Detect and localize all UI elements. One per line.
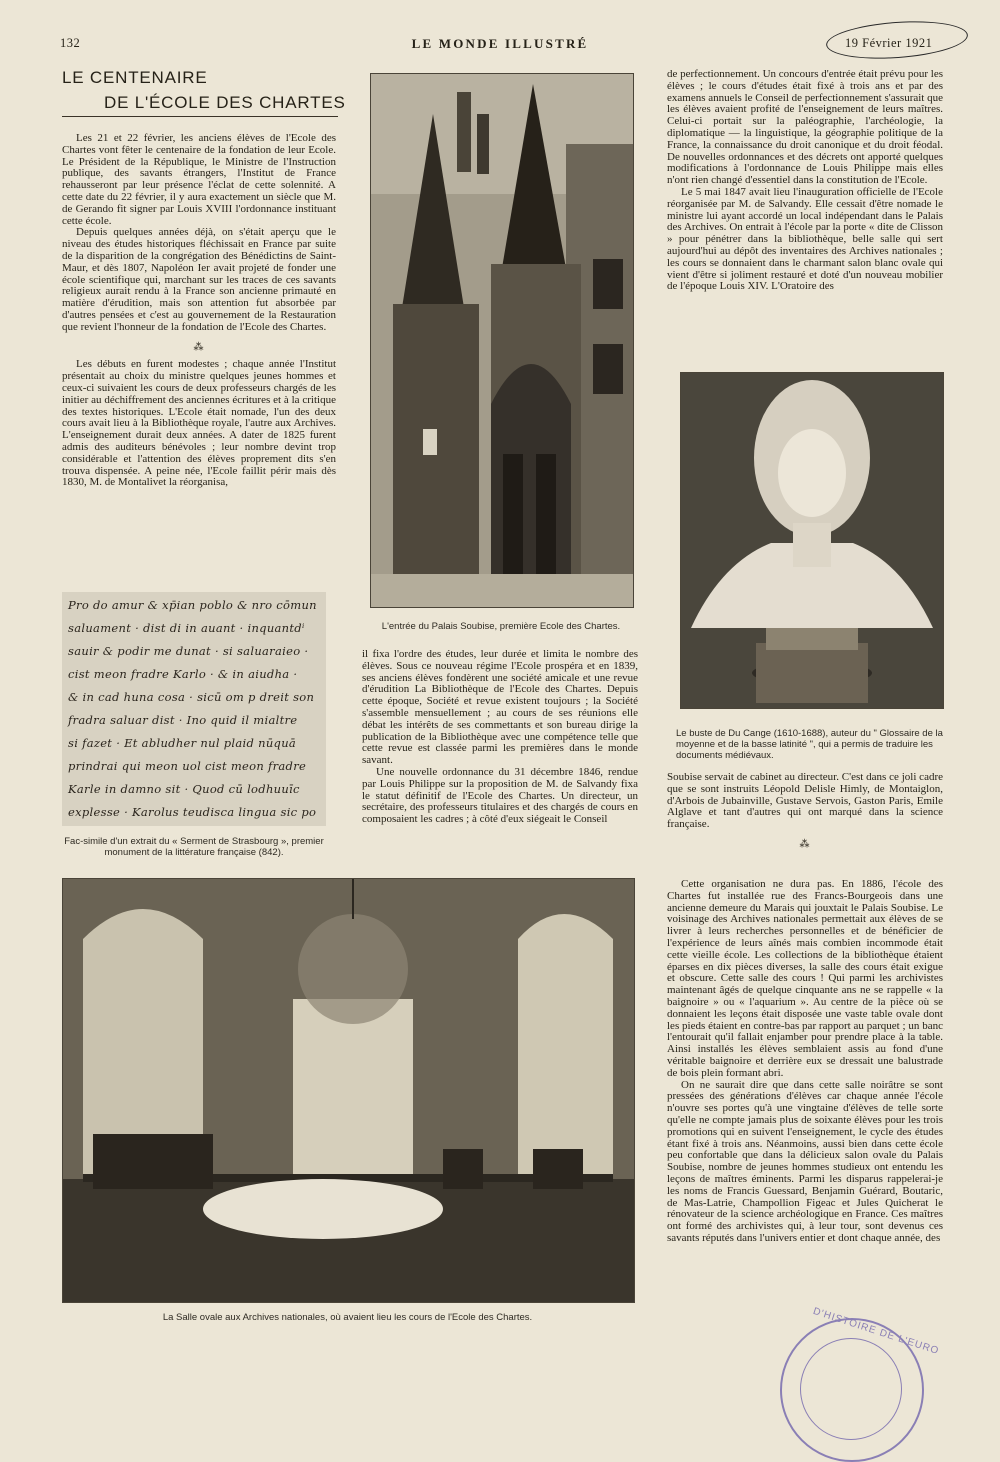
manuscript-caption: Fac-simile d'un extrait du « Serment de Strasbourg », premier monument de la littérature française (842). [64, 836, 324, 858]
section-stars: ⁂ [799, 838, 811, 850]
manuscript-line: si fazet · Et abludher nul plaid nūquā [68, 736, 297, 750]
manuscript-line: Pro do amur & xp̄ian poblo & nro cōmun [68, 598, 317, 612]
library-stamp-text: D'HISTOIRE DE L'EURO [811, 1305, 941, 1358]
masthead: LE MONDE ILLUSTRÉ [411, 36, 589, 51]
paragraph: Une nouvelle ordonnance du 31 décembre 1846, rendue par Louis Philippe sur la proposition de M. de Salvandy fixa le statut définitif de l'Ecole des Chartes. Un directeur, un secrétaire, des professeurs titulaires et des chargés de cours en composaient les cadres ; à côté d'eux siégeait le Conseil [362, 765, 638, 826]
column-3-bottom [667, 879, 943, 1245]
salle-ovale-illustration [63, 879, 634, 1302]
paragraph: il fixa l'ordre des études, leur durée et limita le nombre des élèves. Sous ce nouveau régime l'Ecole prospéra et en 1839, ses anciens élèves fondèrent une société amicale et une revue d'érudition La Bibliothèque de l'Ecole des Chartes. Depuis cette époque, Société et revue existent toujours ; la Société s'assemble mensuellement ; au cours de ses réunions elle débat les intérêts de ses commettants et son bureau dirige la publication de la Bibliothèque avec une compétence telle que cette revue est classée parmi les premières dans le monde savant. [362, 648, 638, 767]
manuscript-line: fradra saluar dist · Ino quid il mialtre [68, 713, 298, 727]
palais-caption: L'entrée du Palais Soubise, première Ecole des Chartes. [381, 621, 621, 632]
column-3-top [667, 69, 943, 293]
column-2 [362, 649, 638, 826]
library-stamp-inner-ring [800, 1338, 902, 1440]
manuscript-line: sauir & podir me dunat · si saluaraieo · [68, 644, 309, 658]
article-title-line-1: LE CENTENAIRE [62, 68, 208, 87]
issue-date: 19 Février 1921 [845, 36, 933, 50]
manuscript-line: cist meon fradre Karlo · & in aiudha · [68, 667, 298, 681]
paragraph: Cette organisation ne dura pas. En 1886, l'école des Chartes fut installée rue des Francs-Bourgeois dans une ancienne demeure du Marais qui jouxtait le Palais Soubise. Le voisinage des Archives nationales permettait aux élèves de se livrer à leurs recherches personnelles et de bénéficier de l'expérience de leurs aînés mais combien incommode était cette vieille école. Les collections de la bibliothèque étaient éparses en dix pièces diverses, la salle des cours était exigue et obscure. Cette salle des cours ! Qui parmi les archivistes maintenant âgés de quelque cinquante ans ne se rappelle « la baignoire » ou « l'aquarium ». Au centre de la pièce où se donnaient les leçons était disposée une vaste table ovale dont les pieds étaient en contre-bas par rapport au parquet ; un banc l'entourait qu'il fallait enjamber pour prendre place à la table. Ainsi installés les élèves semblaient assis au fond d'une véritable baignoire et derrière eux se dressait une balustrade de bois plein formant abri. [667, 878, 943, 1079]
palais-soubise-photo [370, 73, 634, 608]
du-cange-bust-photo [680, 372, 944, 709]
paragraph: Le 5 mai 1847 avait lieu l'inauguration officielle de l'Ecole réorganisée par M. de Salvandy. Elle cessait d'être nomade le ministre lui ayant accordé un local indépendant dans le Palais des Archives. On entrait à l'école par la porte « dite de Clisson » pour pénétrer dans la bibliothèque, belle salle qui sert aujourd'hui au dépôt des inventaires des Archives nationales ; les cours se donnaient dans le charmant salon blanc ovale qui vient d'être si joliment restauré et doté d'un nouveau mobilier de l'époque Louis XIV. L'Oratoire des [667, 185, 943, 293]
salle-caption: La Salle ovale aux Archives nationales, où avaient lieu les cours de l'Ecole des Chartes. [162, 1312, 533, 1323]
paragraph: Depuis quelques années déjà, on s'était aperçu que le niveau des études historiques fléchissait en France par suite de la disparition de la congrégation des Bénédictins de Saint-Maur, et dès 1807, Napoléon Ier avait projeté de fonder une école scientifique qui, marchant sur les traces de ces savants religieux aurait rendu à la France son ancienne primauté en matière d'érudition, mais son attention fut absorbée par d'autres pensées et c'est au gouvernement de la Restauration que revient l'honneur de la fondation de l'Ecole des Chartes. [62, 226, 336, 333]
paragraph: Les 21 et 22 février, les anciens élèves de l'Ecole des Chartes vont fêter le centenaire de la fondation de leur Ecole. Le Président de la République, le Ministre de l'Instruction publique, des savants étrangers, l'Institut de France rehausseront par leur présence l'éclat de cette solennité. A cette date du 22 février, il y aura exactement un siècle que M. de Gerando fit signer par Louis XVIII l'ordonnance instituant cette école. [62, 132, 336, 227]
page-number: 132 [60, 36, 81, 50]
manuscript-facsimile [62, 592, 326, 826]
date-pencil-circle [825, 17, 969, 63]
paragraph: Soubise servait de cabinet au directeur. C'est dans ce joli cadre que se sont instruits Léopold Delisle Himly, de Montaiglon, d'Arbois de Jubainville, Gustave Servois, Gaston Paris, Emile Alglave et tant d'autres qui ont marqué dans la science française. [667, 771, 943, 831]
salle-ovale-photo [62, 878, 635, 1303]
manuscript-line: prindrai qui meon uol cist meon fradre [68, 759, 307, 773]
manuscript-line: saluament · dist di in auant · inquantdⁱ [68, 621, 305, 635]
article-title-line-2: DE L'ÉCOLE DES CHARTES [104, 93, 346, 112]
paragraph: On ne saurait dire que dans cette salle noirâtre se sont pressées des générations d'élèves car chaque année l'école n'ouvre ses portes qu'à une vingtaine d'élèves de telle sorte qu'elle ne compte jamais plus de soixante élèves pour les trois promotions qui en suivent l'enseignement, le cycle des études étant fixé à trois ans. Néanmoins, aussi bien dans cette école peu confortable que dans la délicieux salon ovale du Palais Soubise, nombre de jeunes hommes studieux ont entendu les leçons de maîtres éminents. Parmi les disparus rappelerai-je les noms de Francis Guessard, Benjamin Guérard, Boutaric, de Mas-Latrie, Champollion Figeac et Jules Quicherat le rénovateur de la science archéologique en France. Ces maîtres ont formé des archivistes qui, à leur tour, sont devenus ces savants réputés dans l'univers entier et dont chaque année, des [667, 1078, 943, 1244]
paragraph: Les débuts en furent modestes ; chaque année l'Institut présentait au choix du ministre quelques jeunes hommes et ceux-ci suivaient les cours de deux professeurs chargés de les initier au déchiffrement des anciennes écritures et à la critique des textes historiques. L'Ecole était nomade, l'un des deux cours avait lieu à la Bibliothèque royale, l'autre aux Archives. L'enseignement durait deux années. A dater de 1825 furent admis des auditeurs bénévoles ; leur nombre devint trop considérable et l'attention des élèves proprement dits s'en trouva dispensée. A peine née, l'Ecole faillit périr mais dès 1830, M. de Montalivet la réorganisa, [62, 358, 336, 489]
section-stars: ⁂ [193, 341, 205, 353]
bust-illustration [681, 373, 943, 708]
bust-caption: Le buste de Du Cange (1610-1688), auteur du " Glossaire de la moyenne et de la basse latinité ", qui a permis de traduire les documents médiévaux. [676, 728, 943, 761]
manuscript-line: Karle in damno sit · Quod cū lodhuuīc [68, 782, 300, 796]
title-rule [62, 116, 338, 117]
manuscript-line: & in cad huna cosa · sicū om p dreit son [68, 690, 315, 704]
column-1 [62, 133, 336, 489]
palais-soubise-illustration [371, 74, 633, 607]
column-3-middle [667, 772, 943, 857]
manuscript-line: explesse · Karolus teudisca lingua sic po [68, 805, 317, 819]
paragraph: de perfectionnement. Un concours d'entrée était prévu pour les élèves ; le cours d'études était fixé à trois ans et par des examens annuels le Conseil de perfectionnement s'assurait que les élèves avaient profité de l'enseignement de leurs maîtres. Celui-ci portait sur la paléographie, l'archéologie, la diplomatique — la linguistique, la géographie politique de la France, la connaissance du droit canonique et du droit féodal. De nouvelles ordonnances et des décrets ont apporté quelques modifications à l'ordonnance de Louis Philippe mais elles n'ont rien changé d'essentiel dans la constitution de l'Ecole. [667, 68, 943, 187]
